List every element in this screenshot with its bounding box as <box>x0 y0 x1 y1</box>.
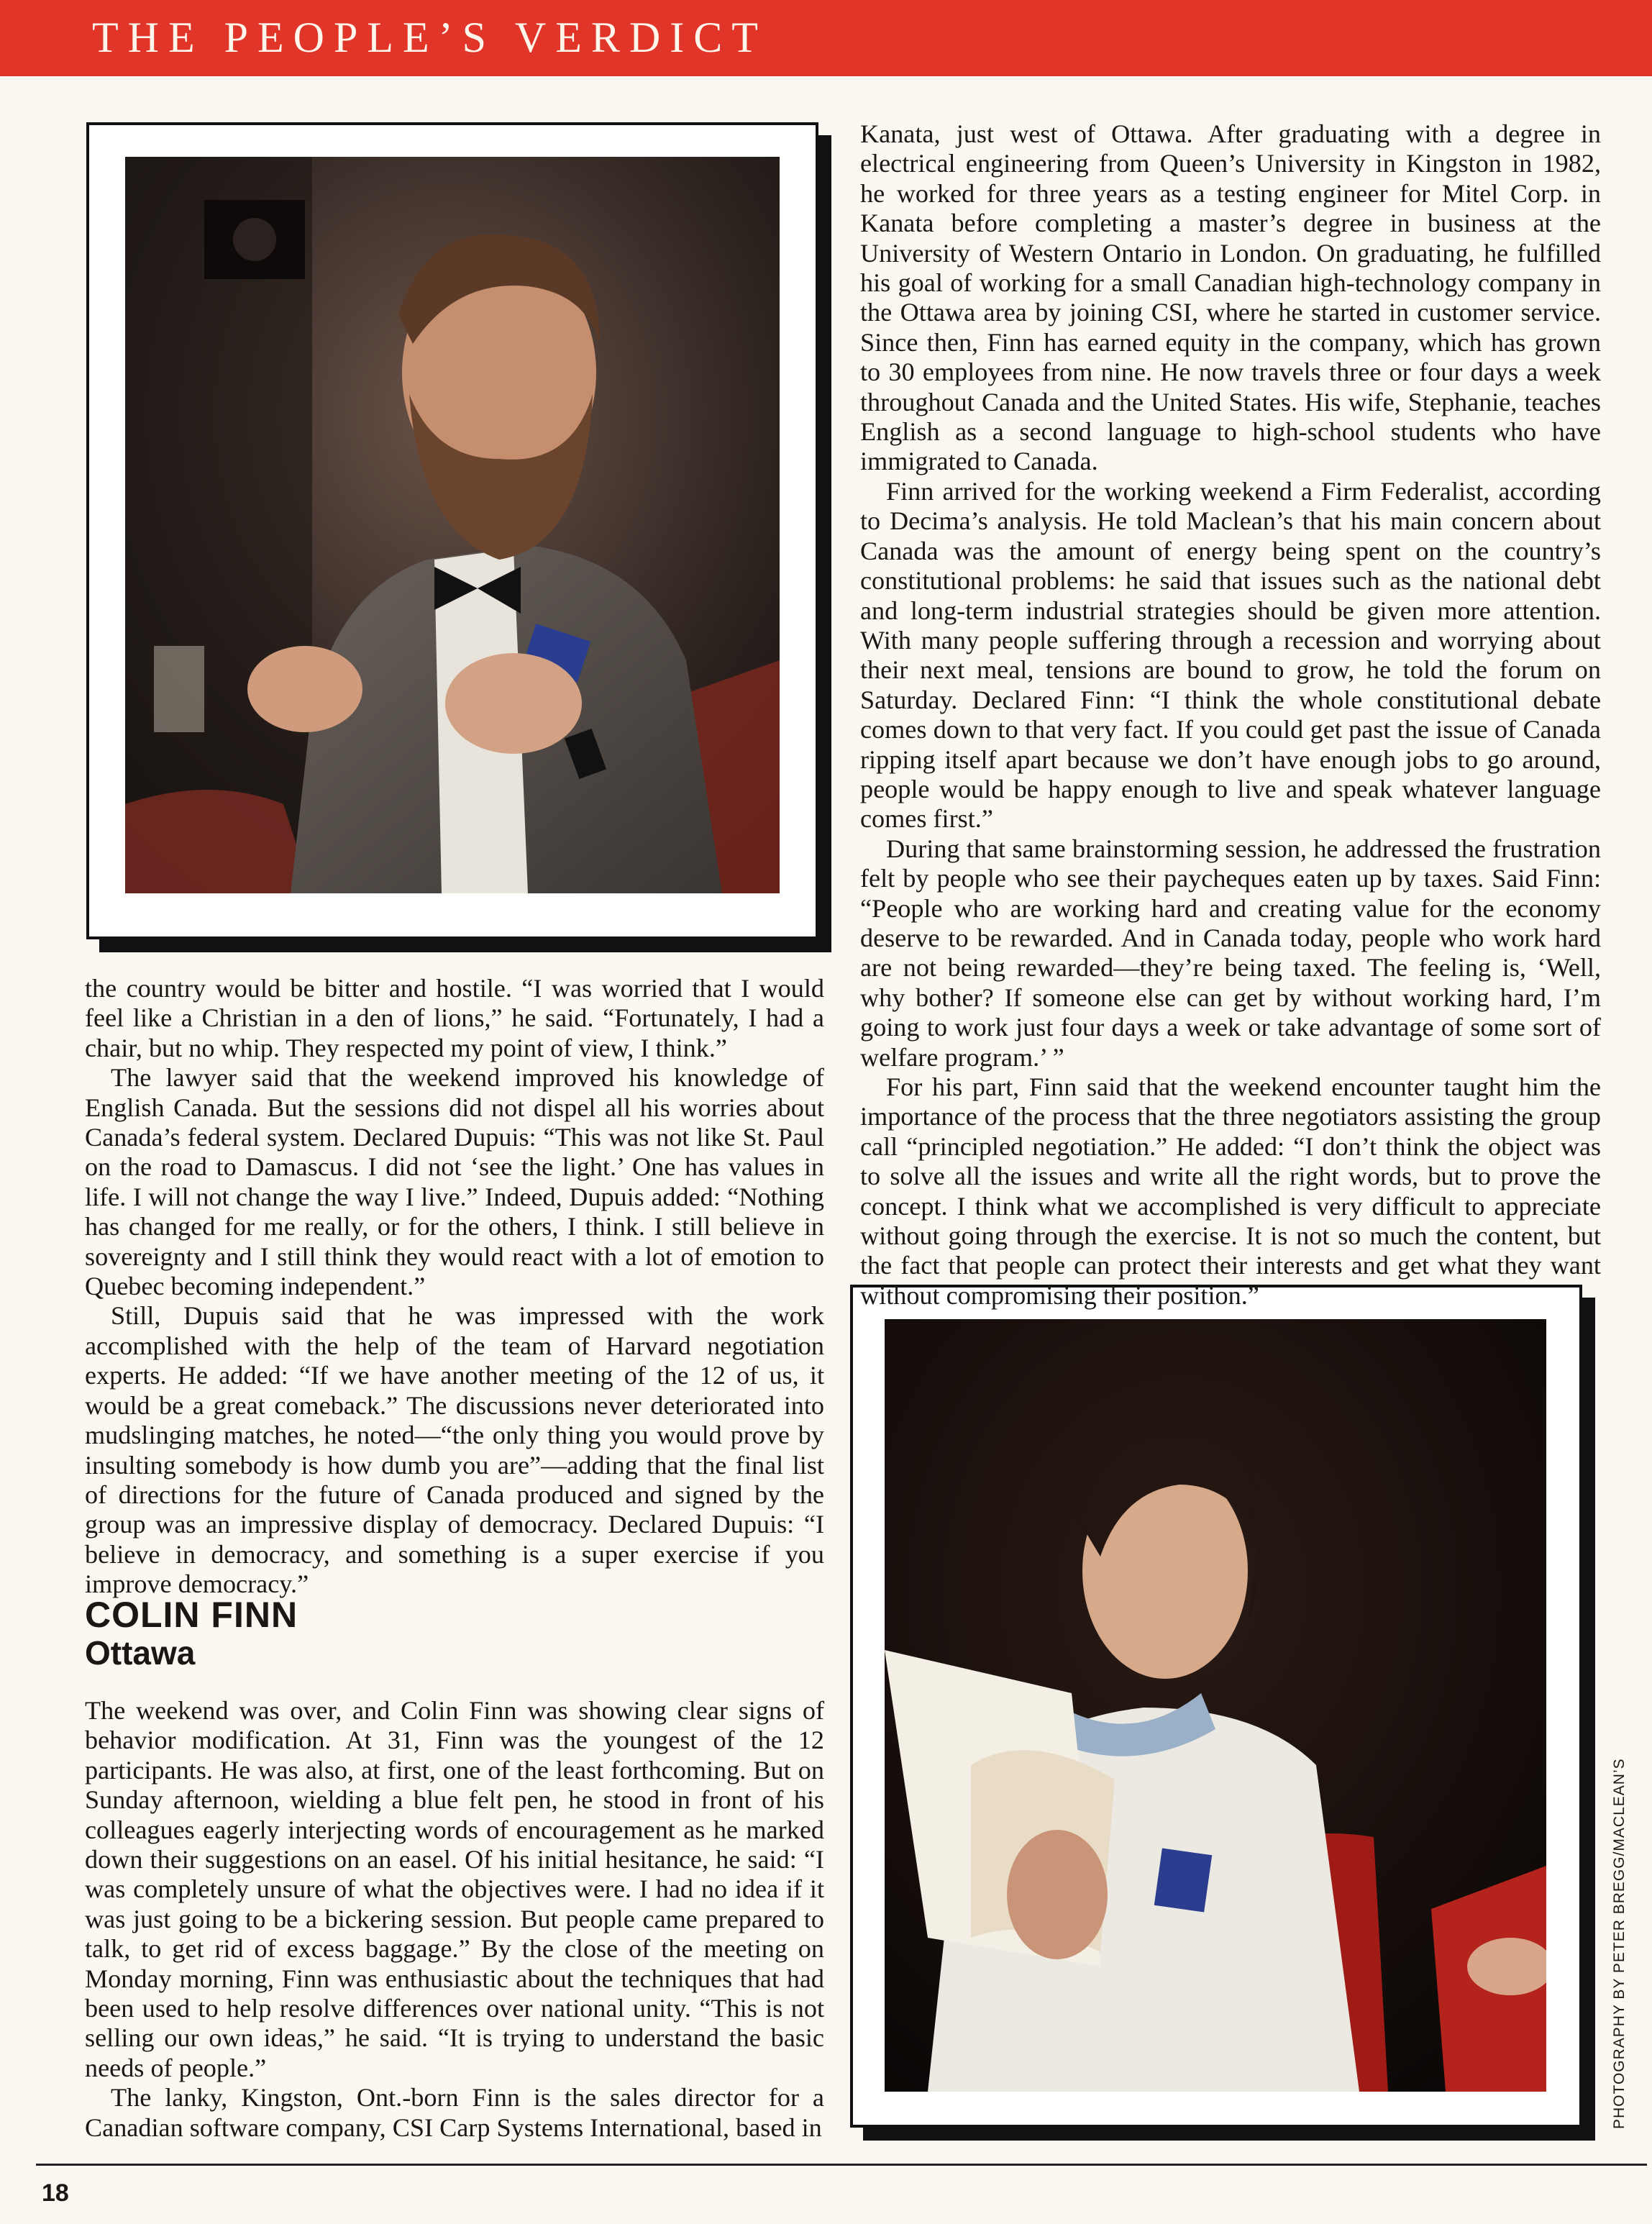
subhead <box>85 1595 298 1672</box>
paragraph: Finn arrived for the working weekend a Firm Federalist, according to Decima’s analysis. He told Maclean’s that his main concern about Canada was the amount of energy being spent on the country’s constitutional problems: he said that issues such as the national debt and long-term industrial strategies should be given more attention. With many people suffering through a recession and worrying about their next meal, tensions are bound to grow, he told the forum on Saturday. Declared Finn: “I think the whole constitutional debate comes down to that very fact. If you could get past the issue of Canada ripping itself apart because we don’t have enough jobs to go around, people would be happy enough to live and speak whatever language comes first.” <box>860 476 1601 834</box>
photo-frame-bottom <box>850 1285 1582 2128</box>
subhead-name: COLIN FINN <box>85 1595 298 1635</box>
photo-frame-top <box>86 122 818 939</box>
header-banner <box>0 0 1652 76</box>
photo-bowtie-man <box>125 157 780 893</box>
paragraph: For his part, Finn said that the weekend encounter taught him the importance of the process that the three negotiators assisting the group call “principled negotiation.” He added: “I don’t think the object was to solve all the issues and write all the right words, but to prove the concept. I think what we accomplished is very difficult to appreciate without going through the exercise. It is not so much the content, but the fact that people can protect their interests and get what they want without compromising their position.” <box>860 1072 1601 1310</box>
right-column <box>860 119 1601 1311</box>
footer-rule <box>36 2164 1647 2166</box>
left-column-top <box>85 974 824 1600</box>
photo-sweater-man-image <box>885 1319 1546 2092</box>
paragraph: The lawyer said that the weekend improved his knowledge of English Canada. But the sessions did not dispel all his worries about Canada’s federal system. Declared Dupuis: “This was not like St. Paul on the road to Damascus. I did not ‘see the light.’ One has values in life. I will not change the way I live.” Indeed, Dupuis added: “Nothing has changed for me really, or for the others, I think. I still believe in sovereignty and I still think they would react with a lot of emotion to Quebec becoming independent.” <box>85 1063 824 1301</box>
subhead-city: Ottawa <box>85 1634 196 1672</box>
photo-credit: PHOTOGRAPHY BY PETER BREGG/MACLEAN’S <box>1611 1758 1628 2129</box>
paragraph: the country would be bitter and hostile. “I was worried that I would feel like a Christian in a den of lions,” he said. “Fortunately, I had a chair, but no whip. They respected my point of view, I think.” <box>85 974 824 1062</box>
paragraph: During that same brainstorming session, he addressed the frustration felt by people who see their paycheques eaten up by taxes. Said Finn: “People who are working hard and creating value for the economy deserve to be rewarded. And in Canada today, people who work hard are not being rewarded—they’re being taxed. The feeling is, ‘Well, why bother? If someone else can get by without working hard, I’m going to work just four days a week or take advantage of some sort of welfare program.’ ” <box>860 834 1601 1072</box>
page-number: 18 <box>42 2179 69 2207</box>
section-title: THE PEOPLE’S VERDICT <box>92 14 767 61</box>
paragraph: Still, Dupuis said that he was impressed with the work accomplished with the help of the team of Harvard negotiation experts. He added: “If we have another meeting of the 12 of us, it would be a great comeback.” The discussions never deteriorated into mudslinging matches, he noted—“the only thing you would prove by insulting somebody is how dumb you are”—adding that the final list of directions for the future of Canada produced and signed by the group was an impressive display of democracy. Declared Dupuis: “I believe in democracy, and something is a super exercise if you improve democracy.” <box>85 1301 824 1599</box>
photo-bowtie-man-image <box>125 157 780 893</box>
left-column-bottom <box>85 1696 824 2143</box>
paragraph: The lanky, Kingston, Ont.-born Finn is the sales director for a Canadian software company, CSI Carp Systems International, based in <box>85 2083 824 2142</box>
paragraph: The weekend was over, and Colin Finn was showing clear signs of behavior modification. At 31, Finn was the youngest of the 12 participants. He was also, at first, one of the least forthcoming. But on Sunday afternoon, wielding a blue felt pen, he stood in front of his colleagues eagerly interjecting words of encouragement as he marked down their suggestions on an easel. Of his initial hesitance, he said: “I was completely unsure of what the objectives were. I had no idea if it was just going to be a bickering session. But people came prepared to talk, to get rid of excess baggage.” By the close of the meeting on Monday morning, Finn was enthusiastic about the techniques that had been used to help resolve differences over national unity. “This is not selling our own ideas,” he said. “It is trying to understand the basic needs of people.” <box>85 1696 824 2082</box>
paragraph: Kanata, just west of Ottawa. After graduating with a degree in electrical engineering from Queen’s University in Kingston in 1982, he worked for three years as a testing engineer for Mitel Corp. in Kanata before completing a master’s degree in business at the University of Western Ontario in London. On graduating, he fulfilled his goal of working for a small Canadian high-technology company in the Ottawa area by joining CSI, where he started in customer service. Since then, Finn has earned equity in the company, which has grown to 30 employees from nine. He now travels three or four days a week throughout Canada and the United States. His wife, Stephanie, teaches English as a second language to high-school students who have immigrated to Canada. <box>860 119 1601 476</box>
photo-sweater-man <box>885 1319 1546 2092</box>
